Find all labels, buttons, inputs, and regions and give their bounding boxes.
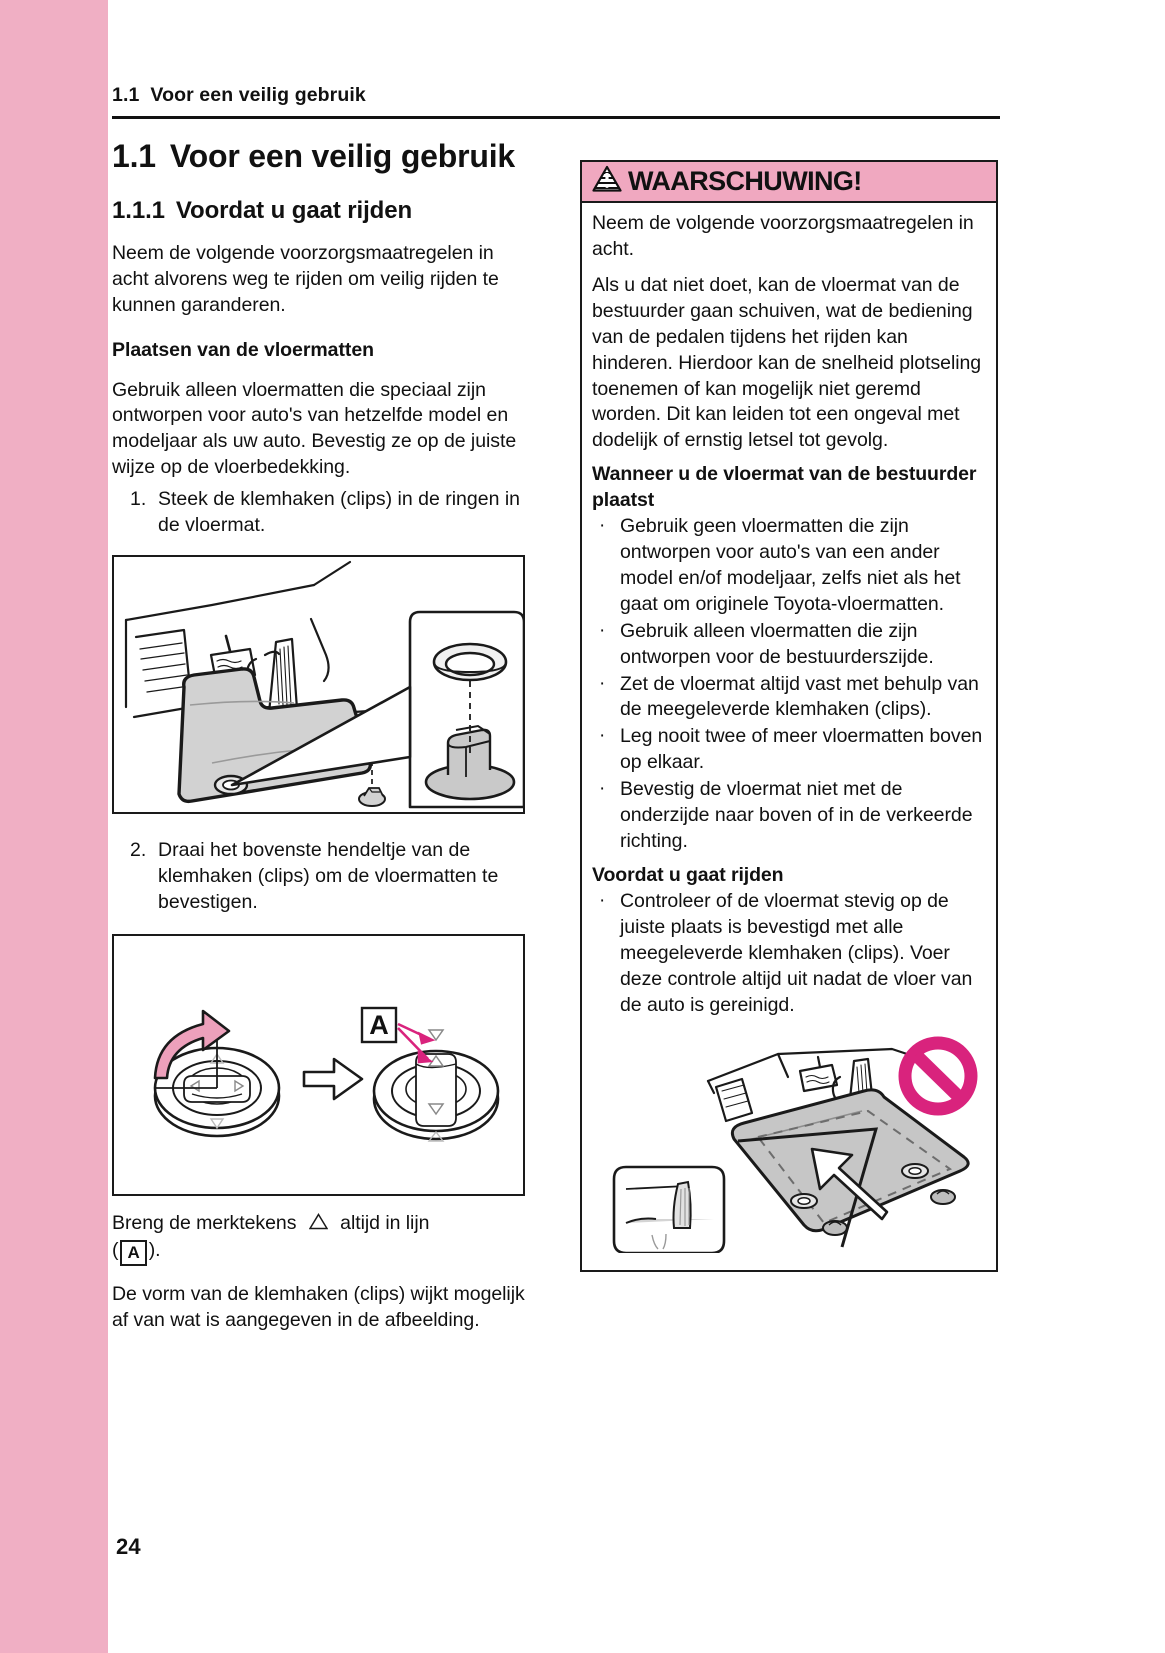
list-item (112, 487, 532, 539)
section-title-text: Voor een veilig gebruik (169, 138, 516, 174)
warning-intro: Neem de volgende voorzorgsmaatregelen in acht. (592, 212, 974, 260)
steps-list (112, 487, 532, 539)
bullet-icon: · (599, 514, 606, 536)
warning-triangle-icon (592, 165, 622, 197)
warning-box-header (582, 162, 996, 203)
list-item-text: Leg nooit twee of meer vloermatten boven op elkaar. (620, 725, 983, 774)
figure-floormat-clips (112, 555, 525, 814)
left-column (112, 130, 532, 1334)
bullet-icon: · (599, 778, 606, 800)
section-number: 1.1 (112, 138, 156, 174)
list-item-text: Zet de vloermat altijd vast met behulp van de meegeleverde klemhaken (clips). (620, 672, 979, 721)
marker-note-box-a: A (120, 1240, 146, 1266)
list-item (592, 672, 986, 724)
marker-note-paren-open: ( (112, 1238, 119, 1261)
triangle-marker-icon (309, 1212, 328, 1238)
marker-note (112, 1211, 532, 1266)
list-item (112, 838, 532, 916)
step-text: Steek de klemhaken (clips) in de ringen in de vloermat. (158, 488, 521, 537)
figure-floormat-clips-svg (114, 557, 523, 812)
runin-heading: Plaatsen van de vloermatten (112, 338, 375, 361)
list-item (592, 777, 986, 855)
step-text: Draai het bovenste hendeltje van de klemhaken (clips) om de vloermatten te bevestigen. (158, 839, 499, 913)
list-item (592, 724, 986, 776)
figure-wrong-mat (592, 1029, 986, 1258)
warning-box (580, 160, 998, 1272)
list-item (592, 619, 986, 671)
shape-note-paragraph: De vorm van de klemhaken (clips) wijkt mogelijk af van wat is aangegeven in de afbeelding. (112, 1282, 525, 1331)
list-item-text: Gebruik alleen vloermatten die zijn ontworpen voor de bestuurderszijde. (620, 619, 934, 668)
warning-group1-heading: Wanneer u de vloermat van de bestuurder plaatst (592, 463, 977, 511)
warning-group2-list (592, 889, 986, 1019)
running-header-title: Voor een veilig gebruik (150, 84, 366, 106)
figure-clip-rotation (112, 934, 525, 1196)
marker-note-part-b: altijd in lijn (340, 1211, 430, 1234)
list-item-text: Controleer of de vloermat stevig op de juiste plaats is bevestigd met alle meegeleverde klemhaken (clips). Voer deze controle altijd uit nadat de vloer van de auto is gereinigd. (620, 890, 973, 1016)
list-item-text: Gebruik geen vloermatten die zijn ontworpen voor auto's van een ander model en/of modeljaar, zelfs niet als het gaat om originele Toyota-vloermatten. (620, 514, 961, 615)
warning-group1-list (592, 514, 986, 855)
step-marker: 2. (130, 839, 147, 862)
warning-box-body (582, 203, 996, 1270)
bullet-icon: · (599, 725, 606, 747)
figure-wrong-mat-svg (592, 1029, 988, 1253)
list-item (592, 514, 986, 618)
right-column (580, 160, 998, 1272)
header-rule (112, 116, 1000, 119)
subsection-title (112, 197, 532, 225)
intro-paragraph: Neem de volgende voorzorgsmaatregelen in acht alvorens weg te rijden om veilig rijden te kunnen garanderen. (112, 241, 499, 316)
step-marker: 1. (130, 488, 147, 511)
subsection-number: 1.1.1 (112, 196, 165, 224)
steps-list-2 (112, 838, 532, 916)
bullet-icon: · (599, 672, 606, 694)
list-item-text: Bevestig de vloermat niet met de onderzijde naar boven of in de verkeerde richting. (620, 778, 973, 853)
warning-title: WAARSCHUWING! (628, 165, 862, 196)
body-paragraph: Gebruik alleen vloermatten die speciaal zijn ontworpen voor auto's van hetzelfde model en modeljaar als uw auto. Bevestig ze op de juiste wijze op de vloerbedekking. (112, 378, 517, 479)
figure-callout-A: A (369, 1009, 389, 1040)
subsection-title-text: Voordat u gaat rijden (175, 196, 413, 224)
list-item (592, 889, 986, 1019)
page-edge-accent-bar (0, 0, 108, 1653)
warning-group2-heading: Voordat u gaat rijden (592, 863, 784, 886)
marker-note-part-a: Breng de merktekens (112, 1211, 297, 1234)
warning-paragraph: Als u dat niet doet, kan de vloermat van de bestuurder gaan schuiven, wat de bediening van de pedalen tijdens het rijden kan hinderen. Hierdoor kan de snelheid plotseling toenemen of kan mogelijk niet geremd worden. Dit kan leiden tot een ongeval met dodelijk of ernstig letsel tot gevolg. (592, 273, 982, 452)
figure-clip-rotation-svg (114, 936, 523, 1194)
bullet-icon: · (599, 890, 606, 912)
bullet-icon: · (599, 619, 606, 641)
running-header-number: 1.1 (112, 84, 140, 106)
section-title (112, 138, 532, 175)
marker-note-paren-close: ). (148, 1238, 161, 1261)
page-number: 24 (116, 1534, 141, 1559)
running-header (112, 84, 1000, 107)
